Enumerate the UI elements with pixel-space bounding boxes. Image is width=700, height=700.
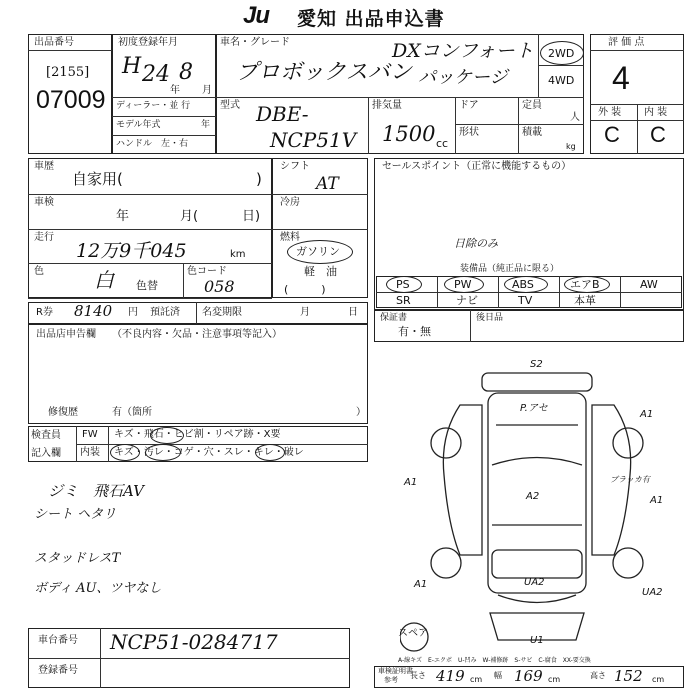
register-label: 登録番号 (38, 665, 78, 676)
inspector-label-1: 検査員 (31, 430, 61, 441)
lot-number: 07009 (36, 86, 106, 114)
inspector-label-2: 記入欄 (31, 448, 61, 459)
handle-label: ハンドル 左・右 (116, 139, 189, 149)
fuel-gasoline: ガソリン (296, 245, 340, 258)
warranty-value: 有・無 (398, 325, 431, 338)
fuel-label: 燃料 (280, 232, 300, 243)
recycle-deposit: 預託済 (150, 307, 180, 318)
car-name-label: 車名・グレード (220, 37, 290, 48)
equip-navi: ナビ (456, 294, 478, 307)
mileage-label: 走行 (34, 232, 54, 243)
fuel-other: ( ) (284, 283, 326, 296)
mark-ua2-r: UA2 (642, 587, 663, 598)
model-year-unit: 年 (201, 120, 211, 130)
year-unit: 年 (170, 85, 180, 96)
note-2: シート ヘタリ (34, 507, 117, 522)
mark-a1-l: A1 (404, 477, 418, 488)
car-name: プロボックスバン (236, 60, 412, 85)
height-unit: cm (652, 675, 665, 684)
history-value: 自家用( (72, 170, 123, 188)
chassis-label: 車台番号 (38, 635, 78, 646)
equip-leather: 本革 (574, 294, 596, 307)
mileage-value: 12万9千045 (76, 240, 187, 262)
inspection-label: 車検 (34, 197, 54, 208)
width-label: 幅 (494, 671, 502, 680)
length-value: 419 (436, 667, 465, 685)
history-close: ) (256, 170, 262, 188)
length-unit: cm (470, 675, 483, 684)
mark-a1-bl: A1 (414, 579, 428, 590)
history-label: 車歴 (34, 161, 54, 172)
model-year-label: モデル年式 (116, 120, 161, 130)
mark-ua2-c: UA2 (524, 577, 545, 588)
interior-label: 内 装 (644, 107, 668, 118)
capacity-label: 定員 (522, 100, 542, 111)
aircon-label: 冷房 (280, 197, 300, 208)
registration-year: 24 (142, 62, 170, 87)
store-notes-sub: （不良内容・欠品・注意事項等記入） (112, 329, 282, 340)
lot-bracket-number: [2155] (46, 65, 90, 80)
transfer-month: 月 (300, 307, 310, 318)
sales-point-label: セールスポイント（正常に機能するもの） (382, 161, 572, 172)
equip-airbag: エアB (570, 278, 600, 291)
equip-pw: PW (454, 278, 472, 291)
shift-label: シフト (280, 161, 310, 172)
length-label: 長さ (410, 671, 426, 680)
equip-sr: SR (396, 294, 411, 307)
color-value: 白 (94, 268, 114, 292)
form-title: 愛知 出品申込書 (297, 8, 445, 30)
recycle-unit: 円 (128, 307, 138, 318)
car-grade-1: DXコンフォート (392, 40, 534, 62)
equip-abs: ABS (512, 278, 534, 291)
car-grade-2: パッケージ (418, 67, 508, 88)
inspector-row2-head: 内装 (80, 447, 100, 458)
shape-label: 形状 (459, 127, 479, 138)
transfer-day: 日 (348, 307, 358, 318)
registration-label: 初度登録年月 (118, 37, 178, 48)
repair-value: 有（箇所 (112, 407, 152, 418)
registration-era: H (122, 54, 142, 79)
note-4: ボディ AU、ツヤなし (34, 581, 162, 596)
registration-month: 8 (179, 60, 193, 85)
note-1: ジミ 飛石AV (48, 482, 144, 500)
fuel-diesel: 軽 油 (304, 265, 337, 278)
color-change: 色替 (136, 279, 158, 292)
sales-point-note: 日除のみ (454, 237, 498, 250)
capacity-unit: 人 (570, 112, 580, 123)
equip-tv: TV (518, 294, 533, 307)
registration-box (112, 34, 216, 154)
color-code: 058 (204, 277, 235, 296)
mileage-unit: km (230, 249, 246, 260)
mark-s2: S2 (530, 359, 543, 370)
warranty-label: 保証書 (380, 313, 408, 323)
inspection-year: 年 (116, 209, 130, 224)
dimensions-cert-label: 車検証明書 (378, 667, 413, 675)
displacement: 1500 (382, 122, 436, 146)
model-label: 型式 (220, 100, 240, 111)
car-damage-diagram (400, 355, 680, 655)
note-3: スタッドレスT (34, 551, 121, 566)
height-label: 高さ (590, 671, 606, 680)
displacement-unit: cc (436, 137, 449, 150)
drive-2wd: 2WD (548, 47, 575, 60)
height-value: 152 (614, 667, 643, 685)
mark-a1-tr: A1 (640, 409, 654, 420)
rating-score: 4 (612, 60, 630, 96)
model-code-1: DBE- (256, 102, 309, 126)
mark-pase: P.アセ (520, 403, 548, 414)
mark-u1: U1 (530, 635, 544, 646)
repair-close: ） (356, 407, 366, 418)
shift-value: AT (316, 174, 339, 194)
exterior-grade: C (604, 122, 620, 147)
diagram-legend: A-線キズ E-エクボ U-凹み W-補修跡 S-サビ C-腐食 XX-要交換 (398, 657, 591, 664)
inspection-month: 月( (180, 209, 199, 224)
mark-bracket: ブラッカ有 (610, 475, 650, 484)
color-code-label: 色コード (187, 266, 227, 277)
ju-logo: Ju (243, 2, 270, 29)
equipment-label: 装備品（純正品に限る） (460, 264, 560, 274)
inspection-day: 日) (242, 209, 261, 224)
chassis-number: NCP51-0284717 (110, 630, 278, 654)
equip-ps: PS (396, 278, 410, 291)
drive-4wd: 4WD (548, 74, 575, 87)
transfer-label: 名変期限 (202, 307, 242, 318)
equip-aw: AW (640, 278, 658, 291)
interior-grade: C (650, 122, 666, 147)
displacement-label: 排気量 (372, 100, 402, 111)
inspector-row1-head: FW (82, 429, 98, 440)
width-value: 169 (514, 667, 543, 685)
color-label: 色 (34, 266, 44, 277)
spare-label: スペア (398, 628, 428, 639)
repair-label: 修復歴 (48, 407, 78, 418)
dealer-label: ディーラー・並 行 (116, 101, 191, 111)
door-label: ドア (459, 100, 479, 111)
mark-a2: A2 (526, 491, 540, 502)
width-unit: cm (548, 675, 561, 684)
mark-a1-r: A1 (650, 495, 664, 506)
recycle-value: 8140 (74, 302, 113, 320)
rating-label: 評 価 点 (608, 37, 645, 48)
history-box (28, 158, 272, 298)
inspector-row2: キズ・汚レ・コゲ・穴・スレ・キレ・破レ (114, 447, 304, 458)
recycle-label: R券 (36, 307, 53, 318)
later-label: 後日品 (476, 313, 504, 323)
inspector-row1: キズ・飛石・ヒビ割・リペア跡・X要 (114, 429, 281, 440)
model-code-2: NCP51V (270, 128, 357, 152)
exterior-label: 外 装 (598, 107, 622, 118)
month-unit: 月 (202, 85, 212, 96)
store-notes-label: 出品店申告欄 (36, 329, 96, 340)
load-unit: kg (566, 142, 576, 151)
load-label: 積載 (522, 127, 542, 138)
dimensions-ref-label: 参考 (384, 676, 398, 684)
lot-label: 出品番号 (34, 37, 74, 48)
